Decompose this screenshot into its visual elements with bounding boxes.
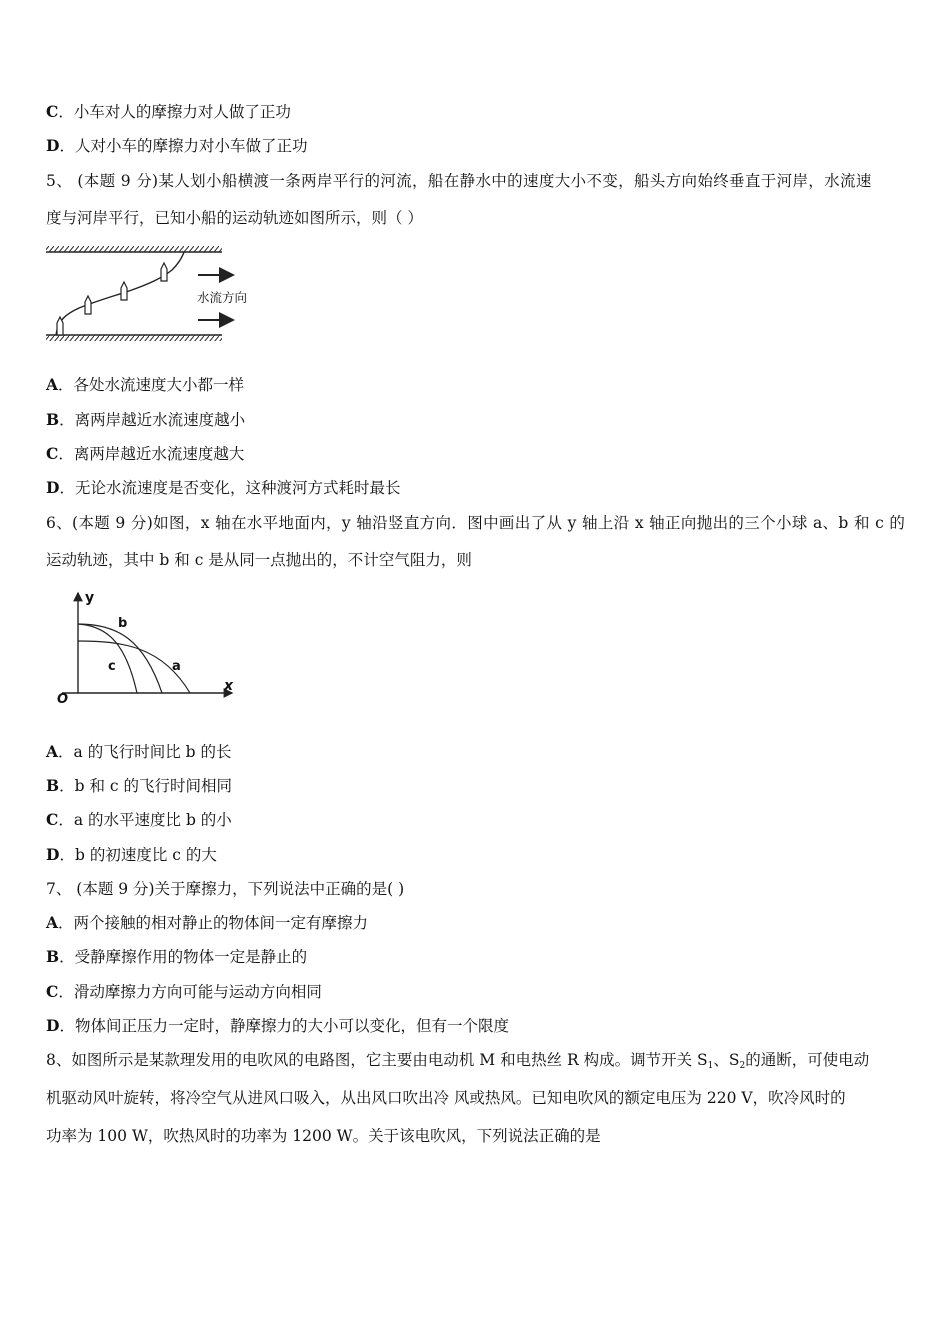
- y-axis-label: y: [85, 590, 95, 606]
- q7-stem: 7、 (本题 9 分)关于摩擦力，下列说法中正确的是( ): [46, 880, 405, 898]
- projectile-diagram: [52, 588, 242, 712]
- q7-option-b: B．受静摩擦作用的物体一定是静止的: [46, 947, 308, 966]
- x-axis-label: x: [224, 678, 234, 694]
- q6-stem-line2: 运动轨迹，其中 b 和 c 是从同一点抛出的，不计空气阻力，则: [46, 551, 472, 569]
- q5-stem-line2: 度与河岸平行，已知小船的运动轨迹如图所示，则（ ）: [46, 209, 423, 227]
- q7-option-c: C．滑动摩擦力方向可能与运动方向相同: [46, 982, 322, 1001]
- q7-option-d: D．物体间正压力一定时，静摩擦力的大小可以变化，但有一个限度: [46, 1016, 509, 1035]
- option-c-prev: C．小车对人的摩擦力对人做了正功: [46, 102, 291, 121]
- q8-stem-line2: 机驱动风叶旋转，将冷空气从进风口吸入，从出风口吹出冷 风或热风。已知电吹风的额定电压为 220 V，吹冷风时的: [46, 1089, 846, 1107]
- q7-option-a: A．两个接触的相对静止的物体间一定有摩擦力: [46, 913, 369, 932]
- q6-option-a: A．a 的飞行时间比 b 的长: [46, 742, 232, 761]
- curve-a-label: a: [172, 659, 181, 674]
- curve-c-label: c: [108, 659, 116, 674]
- boat-icon: [57, 263, 167, 335]
- curve-b: [78, 624, 162, 693]
- q6-option-c: C．a 的水平速度比 b 的小: [46, 810, 232, 829]
- river-figure: [44, 240, 264, 350]
- curve-b-label: b: [118, 616, 128, 631]
- q6-stem-line1: 6、(本题 9 分)如图，x 轴在水平地面内，y 轴沿竖直方向．图中画出了从 y 轴上沿 x 轴正向抛出的三个小球 a、b 和 c 的: [46, 514, 906, 532]
- top-bank: [46, 246, 222, 252]
- option-d-prev: D．人对小车的摩擦力对小车做了正功: [46, 136, 308, 155]
- q5-option-d: D．无论水流速度是否变化，这种渡河方式耗时最长: [46, 478, 401, 497]
- q8-stem-line1: 8、如图所示是某款理发用的电吹风的电路图，它主要由电动机 M 和电热丝 R 构成。调节开关 $S_1$、$S_2$的通断，可使电动: [46, 1051, 870, 1071]
- bottom-bank: [46, 335, 222, 341]
- origin-label: O: [57, 692, 69, 707]
- q6-option-d: D．b 的初速度比 c 的大: [46, 845, 217, 864]
- q6-option-b: B．b 和 c 的飞行时间相同: [46, 776, 233, 795]
- projectile-figure: [52, 588, 242, 712]
- q5-option-c: C．离两岸越近水流速度越大: [46, 444, 245, 463]
- flow-direction-label: 水流方向: [197, 290, 248, 305]
- q5-option-a: A．各处水流速度大小都一样: [46, 375, 245, 394]
- q8-stem-line3: 功率为 100 W，吹热风时的功率为 1200 W。关于该电吹风，下列说法正确的是: [46, 1127, 601, 1145]
- q5-stem-line1: 5、 (本题 9 分)某人划小船横渡一条两岸平行的河流，船在静水中的速度大小不变，船头方向始终垂直于河岸，水流速: [46, 172, 872, 190]
- q5-option-b: B．离两岸越近水流速度越小: [46, 410, 246, 429]
